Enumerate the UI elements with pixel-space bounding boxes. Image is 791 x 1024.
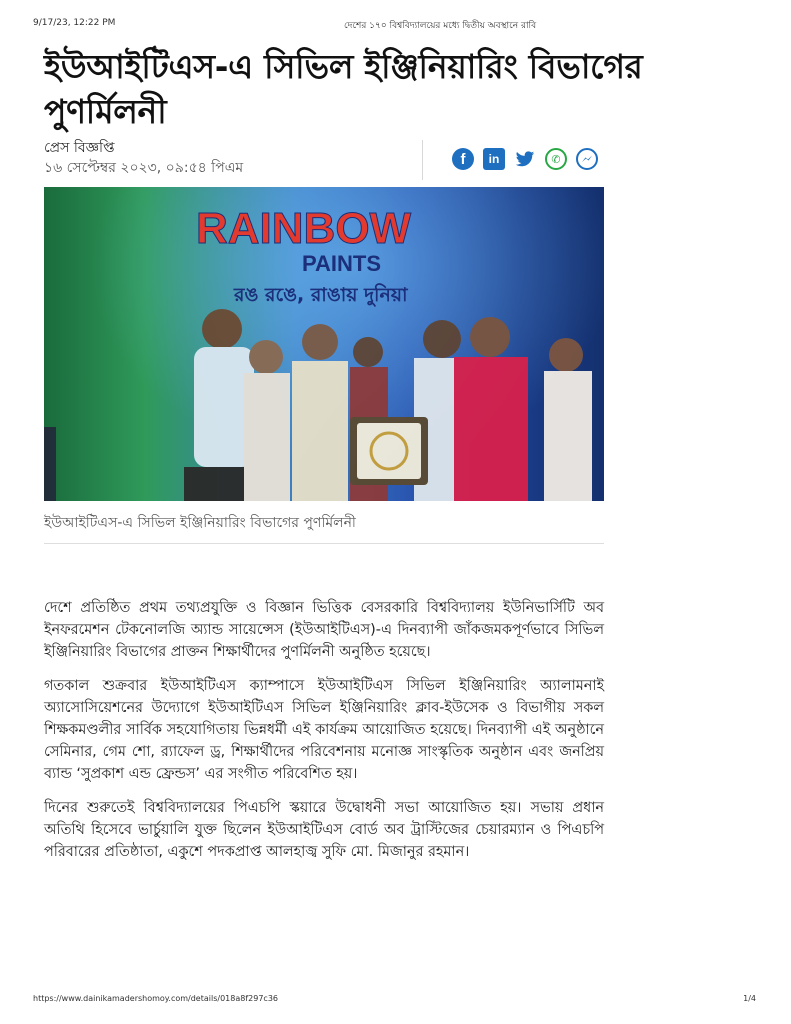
messenger-icon[interactable] bbox=[576, 148, 598, 170]
photo-caption: ইউআইটিএস-এ সিভিল ইঞ্জিনিয়ারিং বিভাগের পুণর্মিলনী bbox=[44, 515, 356, 531]
article-title: ইউআইটিএস-এ সিভিল ইঞ্জিনিয়ারিং বিভাগের পুণর্মিলনী bbox=[44, 47, 643, 131]
article-paragraph: দিনের শুরুতেই বিশ্ববিদ্যালয়ের পিএচপি স্কয়ারে উদ্বোধনী সভা আয়োজিত হয়। সভায় প্রধান অতিথি হিসেবে ভার্চুয়ালি যুক্ত ছিলেন ইউআইটিএস বোর্ড অব ট্রাস্টিজের চেয়ারম্যান ও পিএচপি পরিবারের প্রতিষ্ঠাতা, একুশে পদকপ্রাপ্ত আলহাজ্ব সুফি মো. মিজানুর রহমান। bbox=[44, 800, 604, 860]
people-group bbox=[44, 309, 592, 501]
article-paragraph: গতকাল শুক্রবার ইউআইটিএস ক্যাম্পাসে ইউআইটিএস সিভিল ইঞ্জিনিয়ারিং অ্যালামনাই অ্যাসোসিয়েশনের উদ্যোগে ইউআইটিএস সিভিল ইঞ্জিনিয়ারিং ক্লাব-ইউসেক ও বিভাগীয় সকল শিক্ষকমণ্ডলীর সার্বিক সহযোগিতায় ভিন্নধর্মী এই কার্যক্রম আয়োজিত হয়েছে। দিনব্যাপী এই অনুষ্ঠানে সেমিনার, গেম শো, র‍্যাফেল ড্র, শিক্ষার্থীদের পরিবেশনায় মনোজ্ঞ সাংস্কৃতিক অনুষ্ঠান এবং জনপ্রিয় ব্যান্ড ‘সুপ্রকাশ এন্ড ফ্রেন্ডস’ এর সংগীত পরিবেশিত হয়। bbox=[44, 678, 604, 782]
article-body bbox=[44, 597, 604, 875]
facebook-icon[interactable]: f bbox=[452, 148, 474, 170]
print-url[interactable]: https://www.dainikamadershomoy.com/details/018a8f297c36 bbox=[33, 994, 278, 1003]
print-page-number: 1/4 bbox=[743, 994, 756, 1003]
publish-date: ১৬ সেপ্টেম্বর ২০২৩, ০৯:৫৪ পিএম bbox=[44, 160, 244, 176]
whatsapp-icon[interactable]: ✆ bbox=[545, 148, 567, 170]
twitter-icon[interactable] bbox=[514, 148, 536, 170]
banner-sub: PAINTS bbox=[302, 251, 382, 276]
article-photo bbox=[44, 187, 604, 501]
caption-divider bbox=[44, 543, 604, 544]
author-name[interactable]: প্রেস বিজ্ঞপ্তি bbox=[44, 140, 115, 156]
byline-divider bbox=[422, 140, 423, 180]
linkedin-icon[interactable]: in bbox=[483, 148, 505, 170]
byline bbox=[44, 138, 243, 178]
article-paragraph: দেশে প্রতিষ্ঠিত প্রথম তথ্যপ্রযুক্তি ও বিজ্ঞান ভিত্তিক বেসরকারি বিশ্ববিদ্যালয় ইউনিভার্সিটি অব ইনফরমেশন টেকনোলজি অ্যান্ড সায়েন্সেস (ইউআইটিএস)-এ দিনব্যাপী জাঁকজমকপূর্ণভাবে সিভিল ইঞ্জিনিয়ারিং বিভাগের প্রাক্তন শিক্ষার্থীদের পুণর্মিলনী অনুষ্ঠিত হয়েছে। bbox=[44, 600, 604, 660]
print-header bbox=[33, 18, 751, 32]
print-page-title: দেশের ১৭০ বিশ্ববিদ্যালয়ের মধ্যে দ্বিতীয় অবস্থানে রাবি bbox=[344, 21, 537, 31]
banner-slogan: রঙ রঙে, রাঙায় দুনিয়া bbox=[234, 284, 408, 306]
share-bar bbox=[452, 148, 598, 170]
print-timestamp: 9/17/23, 12:22 PM bbox=[33, 18, 116, 28]
banner-brand: RAINBOW bbox=[196, 204, 412, 253]
event-photo-illustration bbox=[44, 187, 604, 501]
